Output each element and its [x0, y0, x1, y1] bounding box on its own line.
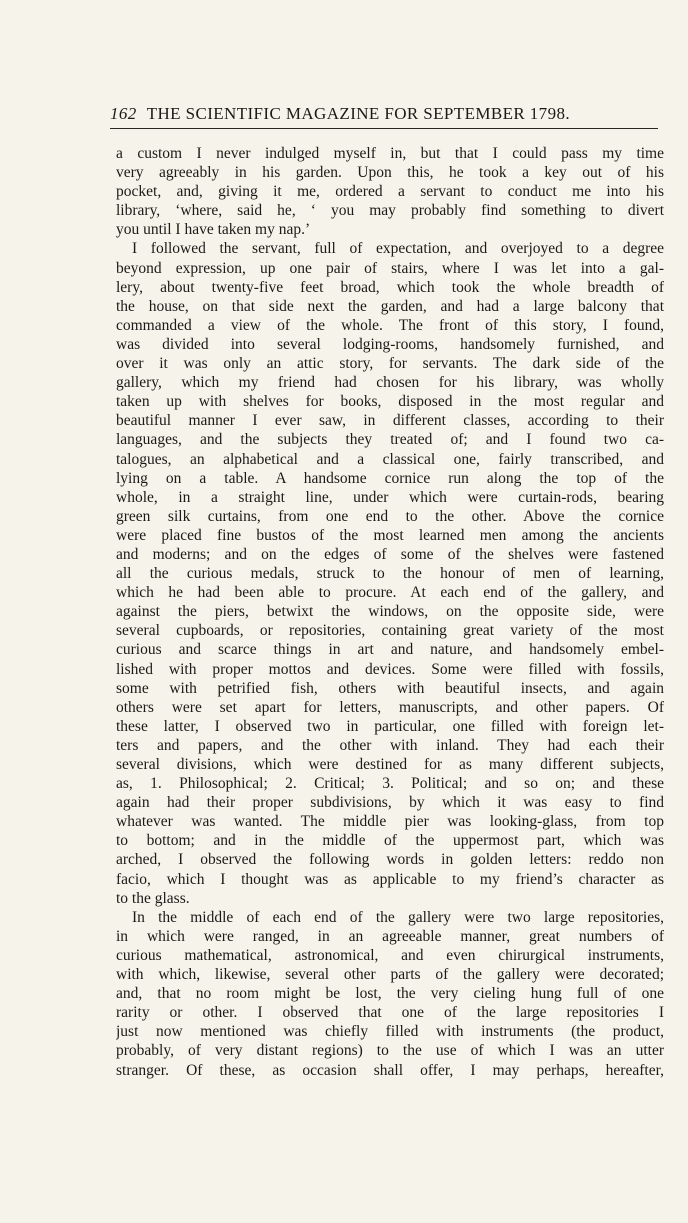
- running-title: THE SCIENTIFIC MAGAZINE FOR SEPTEMBER 1798.: [146, 104, 571, 123]
- text-line: were placed fine bustos of the most learned men among the ancients: [116, 526, 664, 544]
- header-rule: [110, 128, 658, 129]
- text-line: was divided into several lodging-rooms, handsomely furnished, and: [116, 335, 664, 353]
- text-line: again had their proper subdivisions, by which it was easy to find: [116, 794, 664, 812]
- text-line: you until I have taken my nap.’: [116, 221, 311, 239]
- text-line: curious and scarce things in art and nature, and handsomely embel-: [116, 641, 664, 659]
- text-line: beautiful manner I ever saw, in different classes, according to their: [116, 412, 664, 430]
- text-line: which he had been able to procure. At each end of the gallery, and: [116, 584, 664, 602]
- text-line: some with petrified fish, others with beautiful insects, and again: [116, 679, 664, 697]
- text-line: arched, I observed the following words in golden letters: reddo non: [116, 851, 664, 869]
- text-line: a custom I never indulged myself in, but that I could pass my time: [116, 145, 664, 162]
- text-line: commanded a view of the whole. The front of this story, I found,: [116, 316, 664, 334]
- text-line: in which were ranged, in an agreeable manner, great numbers of: [116, 927, 664, 945]
- text-line: to bottom; and in the middle of the uppermost part, which was: [116, 832, 664, 850]
- text-line: talogues, an alphabetical and a classical one, fairly transcribed, and: [116, 450, 664, 468]
- text-line: lery, about twenty-five feet broad, which took the whole breadth of: [116, 278, 664, 296]
- text-line: stranger. Of these, as occasion shall offer, I may perhaps, hereafter,: [116, 1061, 664, 1079]
- text-line: taken up with shelves for books, disposed in the most regular and: [116, 393, 664, 411]
- text-line: against the piers, betwixt the windows, on the opposite side, were: [116, 603, 664, 621]
- text-line: probably, of very distant regions) to the use of which I was an utter: [116, 1042, 664, 1060]
- text-line: very agreeably in his garden. Upon this, he took a key out of his: [116, 164, 664, 182]
- text-line: with which, likewise, several other parts of the gallery were decorated;: [116, 966, 664, 984]
- text-line: over it was only an attic story, for servants. The dark side of the: [116, 355, 664, 373]
- text-line: and, that no room might be lost, the very cieling hung full of one: [116, 985, 664, 1003]
- text-line: whatever was wanted. The middle pier was looking-glass, from top: [116, 813, 664, 831]
- text-line: rarity or other. I observed that one of the large repositories I: [116, 1004, 664, 1022]
- text-line: In the middle of each end of the gallery were two large repositories,: [132, 908, 664, 926]
- text-line: I followed the servant, full of expectation, and overjoyed to a degree: [132, 240, 664, 258]
- text-line: languages, and the subjects they treated of; and I found two ca-: [116, 431, 664, 449]
- text-line: green silk curtains, from one end to the other. Above the cornice: [116, 507, 664, 525]
- text-line: pocket, and, giving it me, ordered a servant to conduct me into his: [116, 183, 664, 201]
- text-line: just now mentioned was chiefly filled with instruments (the product,: [116, 1023, 664, 1041]
- text-line: others were set apart for letters, manuscripts, and other papers. Of: [116, 698, 664, 716]
- text-line: curious mathematical, astronomical, and even chirurgical instruments,: [116, 946, 664, 964]
- page-header: [110, 104, 658, 128]
- article-body: [116, 144, 664, 1080]
- page-number: 162: [110, 104, 137, 123]
- text-line: these latter, I observed two in particular, one filled with foreign let-: [116, 717, 664, 735]
- text-line: lying on a table. A handsome cornice run along the top of the: [116, 469, 664, 487]
- text-line: and moderns; and on the edges of some of the shelves were fastened: [116, 545, 664, 563]
- text-line: several divisions, which were destined for as many different subjects,: [116, 756, 664, 773]
- text-line: beyond expression, up one pair of stairs, where I was let into a gal-: [116, 259, 664, 277]
- text-line: whole, in a straight line, under which were curtain-rods, bearing: [116, 488, 664, 506]
- text-line: library, ‘where, said he, ‘ you may probably find something to divert: [116, 202, 664, 220]
- text-line: gallery, which my friend had chosen for his library, was wholly: [116, 374, 664, 392]
- text-line: facio, which I thought was as applicable to my friend’s character as: [116, 870, 664, 888]
- text-line: lished with proper mottos and devices. Some were filled with fossils,: [116, 660, 664, 678]
- text-line: the house, on that side next the garden, and had a large balcony that: [116, 297, 664, 315]
- text-line: as, 1. Philosophical; 2. Critical; 3. Political; and so on; and these: [116, 775, 664, 793]
- text-line: several cupboards, or repositories, containing great variety of the most: [116, 622, 664, 640]
- text-line: ters and papers, and the other with inland. They had each their: [116, 736, 664, 754]
- text-line: to the glass.: [116, 889, 190, 907]
- text-line: all the curious medals, struck to the honour of men of learning,: [116, 565, 664, 583]
